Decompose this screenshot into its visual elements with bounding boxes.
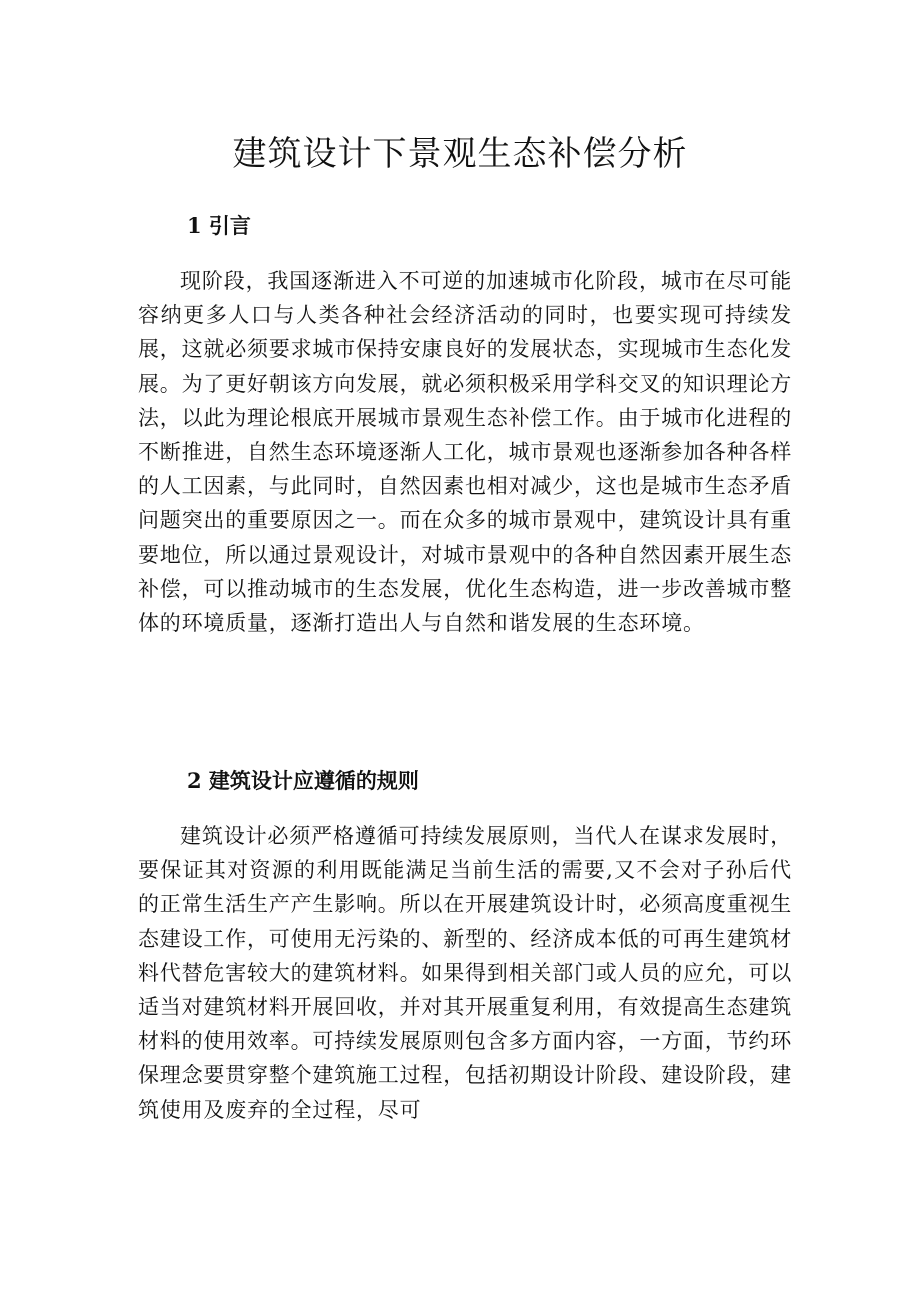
document-title: 建筑设计下景观生态补偿分析: [232, 134, 688, 174]
section-paragraph-design-rules: 建筑设计必须严格遵循可持续发展原则，当代人在谋求发展时，要保证其对资源的利用既能满足当前生活的需要,又不会对子孙后代的正常生活生产产生影响。所以在开展建筑设计时，必须高度重视生态建设工作，可使用无污染的、新型的、经济成本低的可再生建筑材料代替危害较大的建筑材料。如果得到相关部门或人员的应允，可以适当对建筑材料开展回收，并对其开展重复利用，有效提高生态建筑材料的使用效率。可持续发展原则包含多方面内容，一方面，节约环保理念要贯穿整个建筑施工过程，包括初期设计阶段、建设阶段，建筑使用及废弃的全过程，尽可: [138, 824, 792, 1122]
section-paragraph-introduction: 现阶段，我国逐渐进入不可逆的加速城市化阶段，城市在尽可能容纳更多人口与人类各种社会经济活动的同时，也要实现可持续发展，这就必须要求城市保持安康良好的发展状态，实现城市生态化发展。为了更好朝该方向发展，就必须积极采用学科交叉的知识理论方法，以此为理论根底开展城市景观生态补偿工作。由于城市化进程的不断推进，自然生态环境逐渐人工化，城市景观也逐渐参加各种各样的人工因素，与此同时，自然因素也相对减少，这也是城市生态矛盾问题突出的重要原因之一。而在众多的城市景观中，建筑设计具有重要地位，所以通过景观设计，对城市景观中的各种自然因素开展生态补偿，可以推动城市的生态发展，优化生态构造，进一步改善城市整体的环境质量，逐渐打造出人与自然和谐发展的生态环境。: [138, 269, 792, 636]
section-heading-introduction: 1 引言: [187, 213, 251, 238]
section-heading-design-rules: 2 建筑设计应遵循的规则: [187, 768, 419, 793]
